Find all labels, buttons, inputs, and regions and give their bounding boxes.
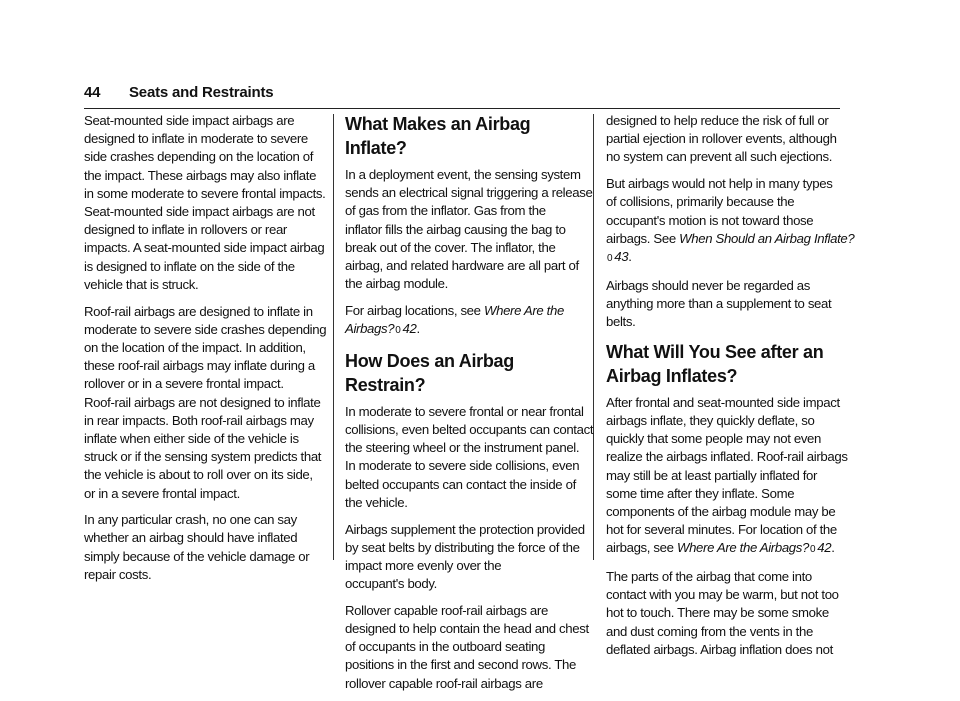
paragraph-roof-rail-airbags [84, 303, 327, 503]
page-ref-arrow-icon: 0 [607, 252, 613, 264]
heading-how-does-airbag-restrain: How Does an Airbag Restrain? [345, 350, 514, 395]
text-line: hot for several minutes. For location of the [606, 522, 837, 538]
text-line: In any particular crash, no one can say [84, 512, 297, 528]
text-line: occupant's motion is not toward those [606, 212, 814, 228]
paragraph-moderate-collisions [345, 403, 594, 512]
text-line: Roof-rail airbags are designed to inflate in [84, 303, 313, 319]
text-line: the vehicle. [345, 494, 408, 510]
text-line: of collisions, primarily because the [606, 194, 795, 210]
text-line: In a deployment event, the sensing system [345, 167, 581, 182]
text-line: sends an electrical signal triggering a release [345, 185, 593, 201]
text-line: impact more evenly over the [345, 557, 502, 573]
heading-what-makes-airbag-inflate: What Makes an Airbag Inflate? [345, 114, 531, 158]
text-line: components of the airbag module may be [606, 503, 836, 519]
text-line: partial ejection in rollover events, although [606, 131, 837, 147]
text-line: side crashes depending on the location of [84, 149, 314, 165]
text-line: on the location of the impact. In addition, [84, 339, 306, 355]
text-line: repair costs. [84, 566, 152, 582]
text-line: or in a severe frontal impact. [84, 485, 240, 501]
text: airbags, see [606, 540, 677, 556]
text-line: these roof-rail airbags may inflate during a [84, 358, 315, 374]
paragraph-after-inflation [606, 394, 848, 560]
text-line: of occupants in the outboard seating [345, 639, 546, 655]
cross-reference-link[interactable]: Airbags? [345, 321, 395, 337]
text-line: designed to inflate in rollovers or rear [84, 222, 287, 238]
text-line: the vehicle is about to roll over on its side, [84, 467, 313, 483]
text: . [831, 540, 835, 556]
text-line: and dust coming from the vents in the [606, 623, 813, 639]
page-header [84, 84, 840, 109]
text-line: Seat-mounted side impact airbags are [84, 113, 295, 128]
text-line: contact with you may be warm, but not too [606, 587, 839, 603]
page-number: 44 [84, 84, 101, 101]
text: . [628, 248, 632, 264]
text-line: in some moderate to severe frontal impacts. [84, 185, 326, 201]
text-line: The parts of the airbag that come into [606, 569, 812, 585]
column-2 [345, 112, 594, 701]
paragraph-rollover-capable [345, 602, 589, 693]
column-divider [593, 114, 594, 560]
text-line: But airbags would not help in many types [606, 176, 833, 192]
column-divider [333, 114, 334, 560]
text-line: no system can prevent all such ejections. [606, 149, 833, 165]
text-line: airbags inflate, they quickly deflate, so [606, 412, 815, 428]
page-ref-arrow-icon: 0 [810, 544, 816, 556]
text-line: some time after they inflate. Some [606, 485, 795, 501]
heading-line: Airbag Inflates? [606, 365, 738, 386]
text-line: struck or if the sensing system predicts that [84, 449, 322, 465]
text-line: airbag, and related hardware are all part of [345, 258, 579, 274]
text-line: inflate when either side of the vehicle is [84, 430, 299, 446]
page-ref-arrow-icon: 0 [395, 325, 401, 337]
text-line: inflator fills the airbag causing the bag to [345, 221, 566, 237]
text-line [345, 320, 581, 340]
text-line: In moderate to severe frontal or near frontal [345, 403, 584, 419]
cross-reference-link[interactable]: Where Are the Airbags? [676, 540, 810, 556]
text-line: Airbags supplement the protection provided [345, 521, 585, 537]
text-line: realize the airbags inflated. Roof-rail airbags [606, 449, 848, 465]
text-line: impacts. A seat-mounted side impact airbag [84, 240, 325, 256]
text-line: moderate to severe side crashes depending [84, 321, 327, 337]
text-line: deflated airbags. Airbag inflation does not [606, 641, 833, 657]
text-line: designed to inflate in moderate to severe [84, 131, 308, 147]
text-line: belted occupants can contact the inside of [345, 476, 576, 492]
text-line: whether an airbag should have inflated [84, 530, 298, 546]
text-line: rollover or in a severe frontal impact. [84, 376, 284, 392]
text-line [606, 230, 855, 248]
text-line: Roof-rail airbags are not designed to inflate [84, 394, 321, 410]
text-line: is designed to inflate on the side of the [84, 258, 295, 274]
text-line: quickly that some people may not even [606, 431, 822, 447]
text-line: vehicle that is struck. [84, 276, 199, 292]
paragraph-airbags-not-help [606, 175, 855, 268]
text-line: collisions, even belted occupants can contact [345, 422, 594, 438]
text-line: After frontal and seat-mounted side impact [606, 394, 840, 410]
column-3 [606, 112, 855, 668]
text-line: the airbag module. [345, 276, 448, 292]
cross-reference-link[interactable]: Where Are the [483, 302, 564, 318]
page-reference-link[interactable]: 42 [402, 321, 417, 337]
text-line: In moderate to severe side collisions, even [345, 458, 580, 474]
paragraph-airbag-locations [345, 302, 581, 340]
paragraph-ejection-risk [606, 112, 842, 167]
text-line: Seat-mounted side impact airbags are not [84, 204, 315, 220]
cross-reference-link[interactable]: When Should an Airbag Inflate? [679, 230, 855, 246]
text-line: in rear impacts. Both roof-rail airbags may [84, 412, 314, 428]
text-line: designed to help contain the head and chest [345, 621, 589, 637]
section-title: Seats and Restraints [129, 84, 274, 101]
column-1 [84, 112, 327, 593]
page-reference-link[interactable]: 42 [817, 540, 832, 556]
text: airbags. See [606, 230, 680, 246]
text-line: by seat belts by distributing the force of the [345, 539, 580, 555]
text-line: break out of the cover. The inflator, the [345, 239, 556, 255]
text-line: Airbags should never be regarded as [606, 277, 811, 293]
heading-line: What Will You See after an [606, 341, 824, 362]
text-line: designed to help reduce the risk of full or [606, 113, 829, 128]
text-line: occupant's body. [345, 576, 437, 592]
text-line: belts. [606, 314, 636, 330]
text-line: the steering wheel or the instrument panel. [345, 440, 580, 456]
text-line: the impact. These airbags may also inflate [84, 167, 317, 183]
text: For airbag locations, see [345, 302, 484, 318]
text-line: rollover capable roof-rail airbags are [345, 675, 543, 691]
text-line: hot to touch. There may be some smoke [606, 605, 829, 621]
paragraph-never-regarded [606, 277, 842, 332]
text-line [606, 539, 842, 559]
text-line: positions in the first and second rows. The [345, 657, 577, 673]
text-line [345, 302, 581, 320]
paragraph-deployment-event [345, 166, 593, 293]
paragraph-airbags-supplement [345, 521, 585, 594]
text-line: anything more than a supplement to seat [606, 295, 832, 311]
text-line: simply because of the vehicle damage or [84, 548, 310, 564]
paragraph-seat-mounted-airbags [84, 112, 324, 294]
text-line: of gas from the inflator. Gas from the [345, 203, 546, 219]
text: . [416, 321, 420, 337]
heading-what-will-you-see [606, 340, 842, 388]
paragraph-particular-crash [84, 511, 324, 584]
text-line [606, 248, 842, 268]
page-reference-link[interactable]: 43 [614, 248, 629, 264]
text-line: Rollover capable roof-rail airbags are [345, 602, 548, 618]
text-line: may still be at least partially inflated for [606, 467, 818, 483]
paragraph-parts-warm [606, 568, 842, 659]
